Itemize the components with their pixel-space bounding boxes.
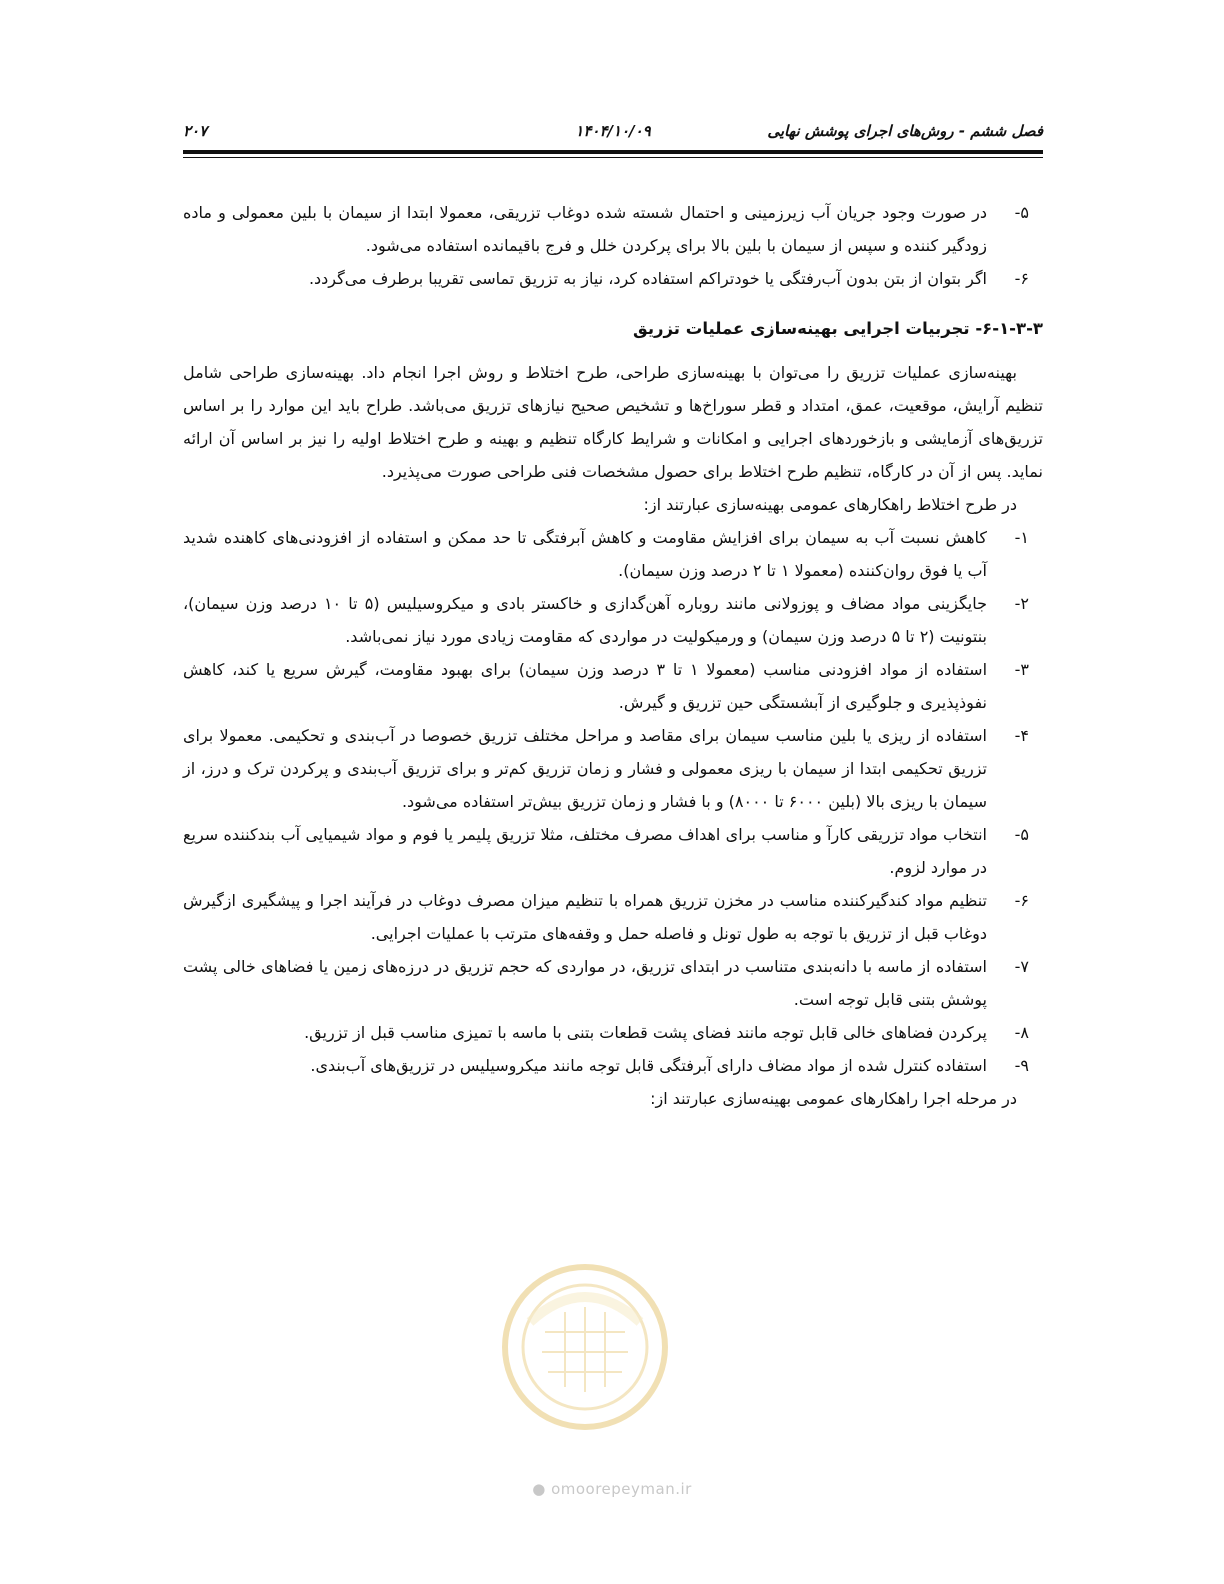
list-item: [183, 719, 1043, 818]
list-number: ۶-: [1014, 891, 1029, 910]
intro-paragraph: بهینه‌سازی عملیات تزریق را می‌توان با بهینه‌سازی طراحی، طرح اختلاط و روش اجرا انجام داد. بهینه‌سازی طراحی شامل تنظیم آرایش، موقعیت، عمق، امتداد و قطر سوراخ‌ها و تشخیص صحیح نیازهای تزریق می‌باشد. طراح باید این موارد را بر اساس تزریق‌های آزمایشی و بازخوردهای اجرایی و امکانات و شرایط کارگاه تنظیم و بهینه و طرح اختلاط اولیه را نیز بر اساس آن ارائه نماید. پس از آن در کارگاه، تنظیم طرح اختلاط برای حصول مشخصات فنی طراحی صورت می‌پذیرد.: [183, 363, 1043, 481]
page-number: ۲۰۷: [183, 122, 208, 140]
list-number: ۵-: [1014, 825, 1029, 844]
list-number: ۸-: [1014, 1023, 1029, 1042]
list-item: [183, 1049, 1043, 1082]
seal-logo-icon: [500, 1262, 670, 1432]
list-item: [183, 521, 1043, 587]
list-text: پرکردن فضاهای خالی قابل توجه مانند فضای پشت قطعات بتنی با ماسه با تمیزی مناسب قبل از تزریق.: [304, 1023, 987, 1042]
list-number: ۴-: [1014, 726, 1029, 745]
list-text: جایگزینی مواد مضاف و پوزولانی مانند روباره آهن‌گدازی و خاکستر بادی و میکروسیلیس (۵ تا ۱۰ درصد وزن سیمان)، بنتونیت (۲ تا ۵ درصد وزن سیمان) و ورمیکولیت در مواردی که مقاومت زیادی مورد نیاز نمی‌باشد.: [183, 594, 987, 646]
list-text: انتخاب مواد تزریقی کارآ و مناسب برای اهداف مصرف مختلف، مثلا تزریق پلیمر یا فوم و مواد شیمیایی آب بندکننده سریع در موارد لزوم.: [183, 825, 987, 877]
list-text: تنظیم مواد کندگیرکننده مناسب در مخزن تزریق همراه با تنظیم میزان مصرف دوغاب در فرآیند اجرا و پیشگیری ازگیرش دوغاب قبل از تزریق با توجه به طول تونل و فاصله حمل و وقفه‌های مترتب با عملیات اجرایی.: [183, 891, 987, 943]
list-number: ۲-: [1014, 594, 1029, 613]
chapter-title: فصل ششم - روش‌های اجرای پوشش نهایی: [767, 122, 1043, 140]
header-rule-thick: [183, 150, 1043, 154]
list-item: [183, 1016, 1043, 1049]
site-at-icon: ●: [532, 1480, 546, 1498]
section-heading: ۶-۱-۳-۳- تجربیات اجرایی بهینه‌سازی عملیات تزریق: [632, 319, 1043, 338]
list-number: ۵-: [1014, 203, 1029, 222]
list-text: استفاده از مواد افزودنی مناسب (معمولا ۱ تا ۳ درصد وزن سیمان) برای بهبود مقاومت، گیرش سریع یا کند، کاهش نفوذپذیری و جلوگیری از آبشستگی حین تزریق و گیرش.: [183, 660, 988, 712]
list-item: [183, 950, 1043, 1016]
list-text: استفاده از ریزی یا بلین مناسب سیمان برای مقاصد و مراحل مختلف تزریق خصوصا در آب‌بندی و تحکیمی. معمولا برای تزریق تحکیمی ابتدا از سیمان با ریزی معمولی و فشار و زمان تزریق کم‌تر و برای تزریق آب‌بندی و پرکردن ترک و درز، از سیمان با ریزی بالا (بلین ۶۰۰۰ تا ۸۰۰۰) و با فشار و زمان تزریق بیش‌تر استفاده می‌شود.: [183, 726, 987, 811]
list-number: ۱-: [1014, 528, 1029, 547]
header-rule-thin: [183, 157, 1043, 158]
list-number: ۳-: [1014, 660, 1029, 679]
list-item: [183, 196, 1043, 262]
list-number: ۷-: [1014, 957, 1029, 976]
list-item: [183, 587, 1043, 653]
list-item: [183, 262, 1043, 295]
list-text: استفاده از ماسه با دانه‌بندی متناسب در ابتدای تزریق، در مواردی که حجم تزریق در درزه‌های زمین یا فضاهای خالی پشت پوشش بتنی قابل توجه است.: [183, 957, 987, 1009]
header-date: ۱۴۰۴/۱۰/۰۹: [575, 122, 651, 140]
site-url: omoorepeyman.ir: [551, 1480, 692, 1498]
exec-lead-paragraph: در مرحله اجرا راهکارهای عمومی بهینه‌سازی عبارتند از:: [650, 1089, 1017, 1108]
list-text: اگر بتوان از بتن بدون آب‌رفتگی یا خودتراکم استفاده کرد، نیاز به تزریق تماسی تقریبا برطرف می‌گردد.: [308, 269, 987, 288]
list-text: کاهش نسبت آب به سیمان برای افزایش مقاومت و کاهش آبرفتگی تا حد ممکن و استفاده از افزودنی‌های کاهنده شدید آب یا فوق روان‌کننده (معمولا ۱ تا ۲ درصد وزن سیمان).: [183, 528, 987, 580]
list-item: [183, 818, 1043, 884]
list-item: [183, 884, 1043, 950]
mix-lead-paragraph: در طرح اختلاط راهکارهای عمومی بهینه‌سازی عبارتند از:: [643, 495, 1017, 514]
page-header: [183, 118, 1043, 146]
watermark-site-text: [0, 1480, 1224, 1498]
list-number: ۶-: [1014, 269, 1029, 288]
page-content: [183, 196, 1043, 1115]
list-item: [183, 653, 1043, 719]
list-number: ۹-: [1014, 1056, 1029, 1075]
list-text: در صورت وجود جریان آب زیرزمینی و احتمال شسته شده دوغاب تزریقی، معمولا ابتدا از سیمان با بلین معمولی و ماده زودگیر کننده و سپس از سیمان با بلین بالا برای پرکردن خلل و فرج باقیمانده استفاده می‌شود.: [183, 203, 987, 255]
list-text: استفاده کنترل شده از مواد مضاف دارای آبرفتگی قابل توجه مانند میکروسیلیس در تزریق‌های آب‌بندی.: [310, 1056, 987, 1075]
